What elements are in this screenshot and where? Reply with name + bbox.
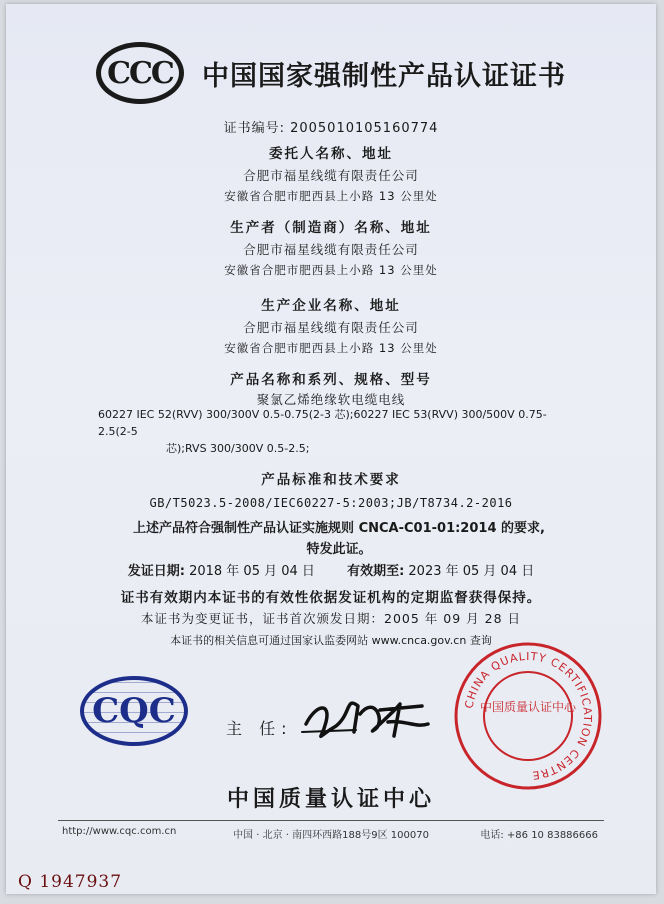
expiry-date-label: 有效期至: — [347, 564, 405, 579]
issue-date: 2018 年 05 月 04 日 — [189, 564, 315, 579]
certificate-page — [6, 4, 656, 894]
expiry-date: 2023 年 05 月 04 日 — [408, 564, 535, 579]
serial-number: Q 1947937 — [18, 872, 123, 892]
product-heading: 产品名称和系列、规格、型号 — [230, 372, 432, 388]
cqc-logo: CQC — [80, 676, 188, 746]
conformity-line1: 上述产品符合强制性产品认证实施规则 CNCA-C01-01:2014 的要求, — [133, 521, 545, 536]
official-seal — [453, 641, 603, 791]
product-models — [98, 406, 578, 457]
footer-divider — [58, 820, 604, 821]
issue-date-group — [128, 564, 319, 579]
certificate-title: 中国国家强制性产品认证证书 — [202, 61, 566, 92]
client-heading: 委托人名称、地址 — [269, 146, 393, 162]
cert-number-label: 证书编号: — [223, 121, 285, 136]
footer-address: 中国 · 北京 · 南四环西路188号9区 100070 — [233, 830, 429, 841]
expiry-date-group — [347, 564, 534, 579]
manufacturer-heading: 生产者（制造商）名称、地址 — [230, 220, 432, 236]
conformity-line2: 特发此证。 — [306, 542, 372, 557]
seal-inner-text: 中国质量认证中心 — [479, 700, 577, 714]
cert-number-row — [6, 117, 656, 136]
manufacturer-address: 安徽省合肥市肥西县上小路 13 公里处 — [224, 263, 438, 277]
validity-note: 证书有效期内本证书的有效性依据发证机构的定期监督获得保持。 — [120, 590, 542, 606]
footer-website: http://www.cqc.com.cn — [62, 826, 177, 837]
product-name: 聚氯乙烯绝缘软电缆电线 — [256, 392, 406, 407]
factory-name: 合肥市福星线缆有限责任公司 — [243, 320, 419, 335]
conformity-statement — [94, 518, 584, 560]
footer-phone: 电话: +86 10 83886666 — [480, 830, 598, 841]
director-label: 主 任: — [226, 719, 293, 738]
svg-text:CHINA QUALITY CERTIFICATION CE — [462, 650, 594, 782]
client-name: 合肥市福星线缆有限责任公司 — [243, 168, 419, 183]
seal-outer-text: CHINA QUALITY CERTIFICATION CENTRE — [462, 649, 595, 782]
website-note: 本证书的相关信息可通过国家认监委网站 www.cnca.gov.cn 查询 — [170, 634, 492, 647]
first-issue-note: 本证书为变更证书，证书首次颁发日期：2005 年 09 月 28 日 — [141, 611, 521, 626]
director-signature — [296, 684, 436, 744]
cert-number: 2005010105160774 — [290, 121, 439, 136]
standards-value: GB/T5023.5-2008/IEC60227-5:2003;JB/T8734.2-2016 — [149, 496, 513, 510]
ccc-logo: CCC — [96, 42, 184, 104]
issuing-organization: 中国质量认证中心 — [226, 787, 435, 812]
standards-heading: 产品标准和技术要求 — [261, 472, 401, 488]
factory-heading: 生产企业名称、地址 — [261, 298, 401, 314]
product-models-line2: 芯);RVS 300/300V 0.5-2.5; — [166, 442, 310, 455]
issue-date-label: 发证日期: — [127, 564, 185, 579]
factory-address: 安徽省合肥市肥西县上小路 13 公里处 — [224, 341, 438, 355]
manufacturer-name: 合肥市福星线缆有限责任公司 — [243, 242, 419, 257]
dates-row — [6, 560, 656, 579]
product-models-line1: 60227 IEC 52(RVV) 300/300V 0.5-0.75(2-3 芯);60227 IEC 53(RVV) 300/500V 0.75-2.5(2-5 — [98, 408, 547, 438]
client-address: 安徽省合肥市肥西县上小路 13 公里处 — [224, 189, 438, 203]
